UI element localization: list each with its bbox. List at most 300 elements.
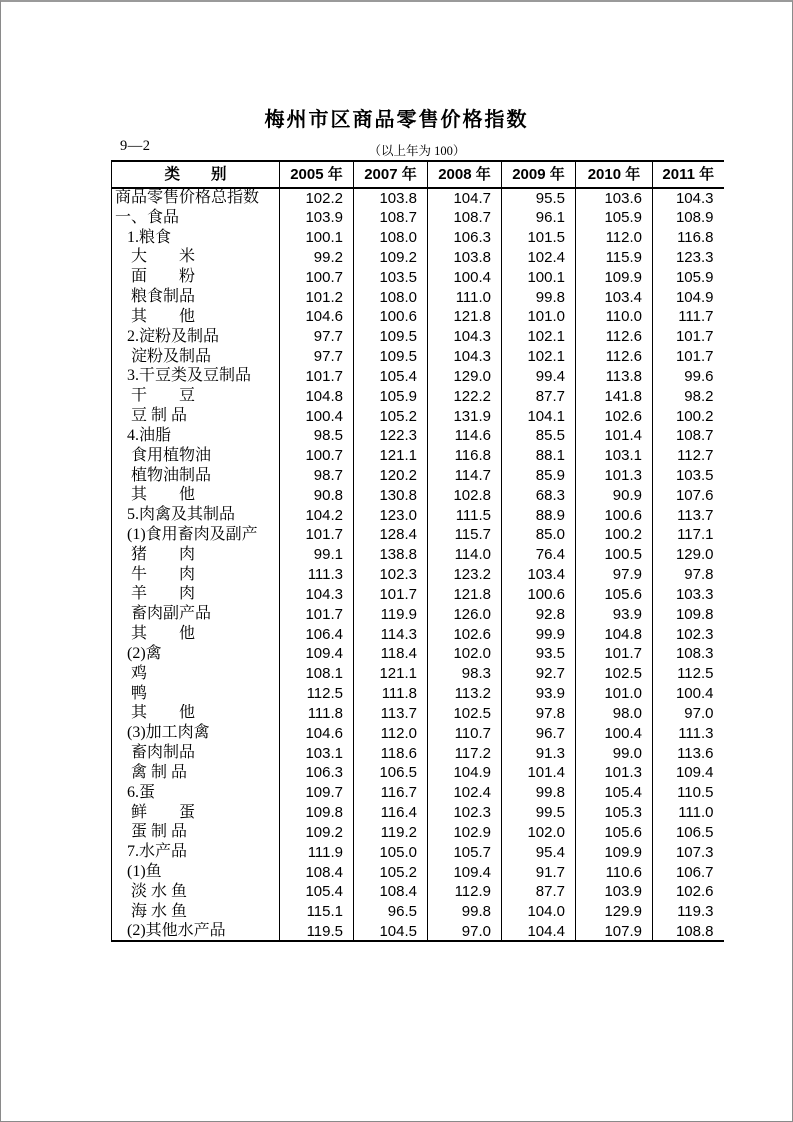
row-value: 116.7 — [354, 783, 428, 803]
row-value: 102.3 — [354, 565, 428, 585]
table-row — [112, 842, 724, 862]
row-value: 95.4 — [502, 842, 576, 862]
row-value: 98.5 — [280, 426, 354, 446]
row-value: 103.4 — [576, 287, 653, 307]
row-value: 100.5 — [576, 545, 653, 565]
row-value: 104.6 — [280, 723, 354, 743]
row-value: 102.4 — [428, 783, 502, 803]
row-value: 104.3 — [428, 327, 502, 347]
row-value: 100.1 — [502, 267, 576, 287]
row-value: 99.9 — [502, 624, 576, 644]
row-label: 一、食品 — [115, 208, 180, 226]
row-value: 102.4 — [502, 247, 576, 267]
row-value: 103.9 — [280, 208, 354, 228]
row-value: 96.5 — [354, 902, 428, 922]
row-label: (3)加工肉禽 — [127, 724, 210, 742]
row-value: 99.0 — [576, 743, 653, 763]
row-value: 103.1 — [576, 446, 653, 466]
row-value: 102.0 — [428, 644, 502, 664]
row-value: 116.8 — [653, 228, 724, 248]
row-value: 98.2 — [653, 386, 724, 406]
row-label: 鸭 — [131, 684, 148, 702]
row-value: 104.9 — [653, 287, 724, 307]
row-label: 7.水产品 — [127, 843, 188, 861]
row-value: 105.2 — [354, 862, 428, 882]
row-value: 117.2 — [428, 743, 502, 763]
row-value: 113.7 — [653, 505, 724, 525]
row-value: 101.7 — [280, 604, 354, 624]
row-value: 100.4 — [280, 406, 354, 426]
row-value: 106.5 — [354, 763, 428, 783]
table-row — [112, 366, 724, 386]
row-value: 104.9 — [428, 763, 502, 783]
row-value: 111.0 — [653, 803, 724, 823]
row-value: 93.5 — [502, 644, 576, 664]
row-value: 116.4 — [354, 803, 428, 823]
row-value: 109.4 — [280, 644, 354, 664]
row-value: 109.2 — [280, 823, 354, 843]
page-title: 梅州市区商品零售价格指数 — [264, 109, 529, 131]
row-value: 101.7 — [354, 585, 428, 605]
row-value: 88.9 — [502, 505, 576, 525]
row-value: 114.0 — [428, 545, 502, 565]
table-row — [112, 704, 724, 724]
row-value: 120.2 — [354, 466, 428, 486]
row-value: 101.2 — [280, 287, 354, 307]
row-label: 1.粮食 — [127, 228, 172, 246]
row-value: 97.8 — [502, 704, 576, 724]
row-value: 118.6 — [354, 743, 428, 763]
row-value: 101.4 — [502, 763, 576, 783]
row-value: 109.2 — [354, 247, 428, 267]
row-value: 97.8 — [653, 565, 724, 585]
row-value: 111.9 — [280, 842, 354, 862]
row-value: 128.4 — [354, 525, 428, 545]
table-row — [112, 347, 724, 367]
row-value: 111.7 — [653, 307, 724, 327]
table-subtitle: （以上年为 100） — [368, 144, 466, 158]
row-value: 110.7 — [428, 723, 502, 743]
row-label: 畜肉制品 — [131, 744, 196, 762]
row-value: 104.5 — [354, 922, 428, 942]
table-row — [112, 644, 724, 664]
row-value: 113.7 — [354, 704, 428, 724]
row-value: 92.7 — [502, 664, 576, 684]
row-label: 海 水 鱼 — [131, 902, 188, 920]
row-value: 97.0 — [653, 704, 724, 724]
row-value: 100.4 — [653, 684, 724, 704]
header-year: 2011 年 — [653, 161, 724, 188]
row-value: 103.9 — [576, 882, 653, 902]
table-row — [112, 466, 724, 486]
row-value: 108.0 — [354, 228, 428, 248]
row-value: 102.0 — [502, 823, 576, 843]
table-row — [112, 882, 724, 902]
row-value: 109.9 — [576, 267, 653, 287]
row-value: 109.8 — [280, 803, 354, 823]
row-value: 99.4 — [502, 366, 576, 386]
row-value: 93.9 — [576, 604, 653, 624]
table-row — [112, 426, 724, 446]
row-value: 111.3 — [653, 723, 724, 743]
row-value: 130.8 — [354, 485, 428, 505]
row-label: 其 他 — [131, 486, 196, 504]
row-value: 103.8 — [354, 188, 428, 208]
row-value: 114.6 — [428, 426, 502, 446]
row-value: 108.7 — [428, 208, 502, 228]
row-label: 粮食制品 — [131, 288, 196, 306]
row-value: 103.5 — [354, 267, 428, 287]
row-value: 108.9 — [653, 208, 724, 228]
table-row — [112, 406, 724, 426]
row-value: 108.8 — [653, 922, 724, 942]
row-value: 108.1 — [280, 664, 354, 684]
row-value: 97.7 — [280, 347, 354, 367]
row-value: 97.7 — [280, 327, 354, 347]
table-row — [112, 664, 724, 684]
row-label: 豆 制 品 — [131, 407, 188, 425]
row-value: 122.3 — [354, 426, 428, 446]
row-value: 102.1 — [502, 327, 576, 347]
row-value: 121.1 — [354, 664, 428, 684]
row-value: 104.4 — [502, 922, 576, 942]
row-value: 113.6 — [653, 743, 724, 763]
row-value: 110.6 — [576, 862, 653, 882]
table-row — [112, 902, 724, 922]
row-value: 105.9 — [354, 386, 428, 406]
row-value: 109.7 — [280, 783, 354, 803]
row-value: 105.6 — [576, 823, 653, 843]
row-value: 96.7 — [502, 723, 576, 743]
row-value: 100.6 — [502, 585, 576, 605]
row-value: 113.2 — [428, 684, 502, 704]
table-row — [112, 228, 724, 248]
row-value: 117.1 — [653, 525, 724, 545]
row-value: 85.5 — [502, 426, 576, 446]
table-number: 9—2 — [120, 138, 151, 154]
row-value: 109.8 — [653, 604, 724, 624]
row-value: 114.7 — [428, 466, 502, 486]
row-value: 99.2 — [280, 247, 354, 267]
row-value: 98.0 — [576, 704, 653, 724]
row-value: 116.8 — [428, 446, 502, 466]
row-value: 119.9 — [354, 604, 428, 624]
row-value: 105.7 — [428, 842, 502, 862]
row-label: 面 粉 — [131, 268, 196, 286]
table-row — [112, 327, 724, 347]
row-value: 101.7 — [653, 347, 724, 367]
row-value: 109.4 — [428, 862, 502, 882]
row-label: 淡 水 鱼 — [131, 882, 188, 900]
row-value: 103.5 — [653, 466, 724, 486]
row-value: 100.6 — [354, 307, 428, 327]
row-value: 102.6 — [653, 882, 724, 902]
row-value: 100.7 — [280, 446, 354, 466]
row-value: 87.7 — [502, 386, 576, 406]
row-value: 103.8 — [428, 247, 502, 267]
row-value: 115.9 — [576, 247, 653, 267]
row-label: 鲜 蛋 — [131, 803, 196, 821]
row-value: 99.1 — [280, 545, 354, 565]
row-value: 112.0 — [354, 723, 428, 743]
table-row — [112, 505, 724, 525]
row-value: 102.9 — [428, 823, 502, 843]
row-value: 106.4 — [280, 624, 354, 644]
row-value: 101.7 — [280, 525, 354, 545]
row-value: 88.1 — [502, 446, 576, 466]
row-value: 100.4 — [428, 267, 502, 287]
row-value: 105.6 — [576, 585, 653, 605]
row-label: 羊 肉 — [131, 585, 196, 603]
row-label: 鸡 — [131, 664, 148, 682]
row-value: 113.8 — [576, 366, 653, 386]
row-value: 102.5 — [576, 664, 653, 684]
row-value: 106.7 — [653, 862, 724, 882]
row-label: 牛 肉 — [131, 565, 196, 583]
row-value: 112.0 — [576, 228, 653, 248]
table-row — [112, 188, 724, 208]
row-value: 108.4 — [280, 862, 354, 882]
row-value: 104.3 — [653, 188, 724, 208]
row-value: 99.8 — [428, 902, 502, 922]
row-value: 98.3 — [428, 664, 502, 684]
row-label: 其 他 — [131, 625, 196, 643]
row-value: 103.6 — [576, 188, 653, 208]
row-value: 119.2 — [354, 823, 428, 843]
row-value: 103.1 — [280, 743, 354, 763]
row-value: 100.7 — [280, 267, 354, 287]
row-label: 干 豆 — [131, 387, 196, 405]
table-row — [112, 307, 724, 327]
row-value: 100.2 — [653, 406, 724, 426]
row-value: 109.4 — [653, 763, 724, 783]
table-row — [112, 862, 724, 882]
table-row — [112, 763, 724, 783]
row-value: 101.4 — [576, 426, 653, 446]
row-label: 其 他 — [131, 307, 196, 325]
header-year: 2010 年 — [576, 161, 653, 188]
row-value: 90.9 — [576, 485, 653, 505]
row-label: 5.肉禽及其制品 — [127, 506, 236, 524]
row-value: 123.2 — [428, 565, 502, 585]
row-value: 101.7 — [653, 327, 724, 347]
row-value: 101.3 — [576, 763, 653, 783]
header-category: 类 别 — [112, 161, 280, 188]
table-row — [112, 446, 724, 466]
row-value: 107.6 — [653, 485, 724, 505]
table-row — [112, 684, 724, 704]
row-value: 108.7 — [354, 208, 428, 228]
row-label: 食用植物油 — [131, 446, 212, 464]
row-value: 108.7 — [653, 426, 724, 446]
row-label: 4.油脂 — [127, 426, 172, 444]
row-value: 107.9 — [576, 922, 653, 942]
row-value: 104.3 — [428, 347, 502, 367]
row-value: 104.8 — [280, 386, 354, 406]
table-row — [112, 743, 724, 763]
row-value: 109.5 — [354, 327, 428, 347]
row-value: 95.5 — [502, 188, 576, 208]
row-value: 100.6 — [576, 505, 653, 525]
row-value: 111.8 — [280, 704, 354, 724]
row-value: 106.3 — [428, 228, 502, 248]
row-value: 101.3 — [576, 466, 653, 486]
row-value: 121.8 — [428, 585, 502, 605]
row-value: 121.8 — [428, 307, 502, 327]
row-value: 68.3 — [502, 485, 576, 505]
row-value: 91.3 — [502, 743, 576, 763]
row-value: 104.8 — [576, 624, 653, 644]
table-header — [112, 161, 724, 188]
row-value: 123.0 — [354, 505, 428, 525]
table-row — [112, 624, 724, 644]
row-value: 76.4 — [502, 545, 576, 565]
row-value: 110.0 — [576, 307, 653, 327]
row-value: 102.6 — [576, 406, 653, 426]
row-label: 大 米 — [131, 248, 196, 266]
row-value: 109.5 — [354, 347, 428, 367]
row-value: 91.7 — [502, 862, 576, 882]
row-value: 103.3 — [653, 585, 724, 605]
table-row — [112, 565, 724, 585]
row-value: 112.5 — [653, 664, 724, 684]
row-value: 111.8 — [354, 684, 428, 704]
row-value: 105.9 — [576, 208, 653, 228]
row-label: 禽 制 品 — [131, 763, 188, 781]
row-value: 99.8 — [502, 783, 576, 803]
row-value: 93.9 — [502, 684, 576, 704]
row-value: 119.3 — [653, 902, 724, 922]
table-row — [112, 723, 724, 743]
row-value: 105.2 — [354, 406, 428, 426]
row-value: 106.3 — [280, 763, 354, 783]
row-value: 108.0 — [354, 287, 428, 307]
table-row — [112, 485, 724, 505]
row-value: 99.8 — [502, 287, 576, 307]
row-label: 畜肉副产品 — [131, 605, 212, 623]
row-value: 102.1 — [502, 347, 576, 367]
row-value: 101.0 — [576, 684, 653, 704]
row-value: 102.2 — [280, 188, 354, 208]
row-value: 102.3 — [428, 803, 502, 823]
row-value: 115.7 — [428, 525, 502, 545]
row-value: 123.3 — [653, 247, 724, 267]
row-label: (2)禽 — [127, 644, 162, 662]
row-value: 99.6 — [653, 366, 724, 386]
row-value: 109.9 — [576, 842, 653, 862]
row-value: 118.4 — [354, 644, 428, 664]
row-label: 植物油制品 — [131, 466, 212, 484]
row-value: 121.1 — [354, 446, 428, 466]
row-value: 112.5 — [280, 684, 354, 704]
row-value: 101.0 — [502, 307, 576, 327]
row-value: 100.2 — [576, 525, 653, 545]
row-value: 102.3 — [653, 624, 724, 644]
row-value: 99.5 — [502, 803, 576, 823]
row-value: 112.9 — [428, 882, 502, 902]
header-year: 2007 年 — [354, 161, 428, 188]
row-value: 112.6 — [576, 347, 653, 367]
row-label: (1)鱼 — [127, 863, 162, 881]
price-index-table — [111, 160, 724, 942]
table-row — [112, 386, 724, 406]
row-value: 100.4 — [576, 723, 653, 743]
row-value: 111.3 — [280, 565, 354, 585]
row-label: 商品零售价格总指数 — [115, 189, 260, 207]
row-label: 3.干豆类及豆制品 — [127, 367, 252, 385]
row-value: 104.2 — [280, 505, 354, 525]
row-label: 其 他 — [131, 704, 196, 722]
table-row — [112, 525, 724, 545]
row-value: 102.8 — [428, 485, 502, 505]
row-value: 107.3 — [653, 842, 724, 862]
row-value: 104.0 — [502, 902, 576, 922]
header-year: 2005 年 — [280, 161, 354, 188]
row-value: 105.0 — [354, 842, 428, 862]
row-value: 110.5 — [653, 783, 724, 803]
row-value: 90.8 — [280, 485, 354, 505]
row-value: 87.7 — [502, 882, 576, 902]
row-value: 103.4 — [502, 565, 576, 585]
row-value: 97.0 — [428, 922, 502, 942]
header-year: 2009 年 — [502, 161, 576, 188]
row-value: 85.0 — [502, 525, 576, 545]
table-row — [112, 267, 724, 287]
table-row — [112, 287, 724, 307]
row-label: 蛋 制 品 — [131, 823, 188, 841]
row-value: 131.9 — [428, 406, 502, 426]
row-value: 104.1 — [502, 406, 576, 426]
row-label: (1)食用畜肉及副产 — [127, 525, 258, 543]
header-year: 2008 年 — [428, 161, 502, 188]
table-row — [112, 922, 724, 942]
row-value: 129.0 — [653, 545, 724, 565]
table-row — [112, 208, 724, 228]
row-value: 105.4 — [280, 882, 354, 902]
row-value: 96.1 — [502, 208, 576, 228]
row-value: 115.1 — [280, 902, 354, 922]
header-row — [112, 161, 724, 188]
row-value: 101.7 — [576, 644, 653, 664]
row-value: 129.0 — [428, 366, 502, 386]
row-value: 104.3 — [280, 585, 354, 605]
table-row — [112, 803, 724, 823]
row-value: 105.4 — [576, 783, 653, 803]
table-body — [112, 188, 724, 941]
table-row — [112, 823, 724, 843]
row-label: (2)其他水产品 — [127, 922, 226, 940]
row-value: 108.3 — [653, 644, 724, 664]
row-value: 106.5 — [653, 823, 724, 843]
row-value: 111.0 — [428, 287, 502, 307]
row-value: 92.8 — [502, 604, 576, 624]
table-row — [112, 783, 724, 803]
row-value: 104.7 — [428, 188, 502, 208]
table-row — [112, 247, 724, 267]
row-value: 108.4 — [354, 882, 428, 902]
table-row — [112, 604, 724, 624]
row-value: 97.9 — [576, 565, 653, 585]
row-value: 119.5 — [280, 922, 354, 942]
row-value: 100.1 — [280, 228, 354, 248]
table-row — [112, 545, 724, 565]
row-value: 105.3 — [576, 803, 653, 823]
row-value: 141.8 — [576, 386, 653, 406]
table-row — [112, 585, 724, 605]
row-value: 112.6 — [576, 327, 653, 347]
row-label: 6.蛋 — [127, 783, 156, 801]
row-value: 114.3 — [354, 624, 428, 644]
